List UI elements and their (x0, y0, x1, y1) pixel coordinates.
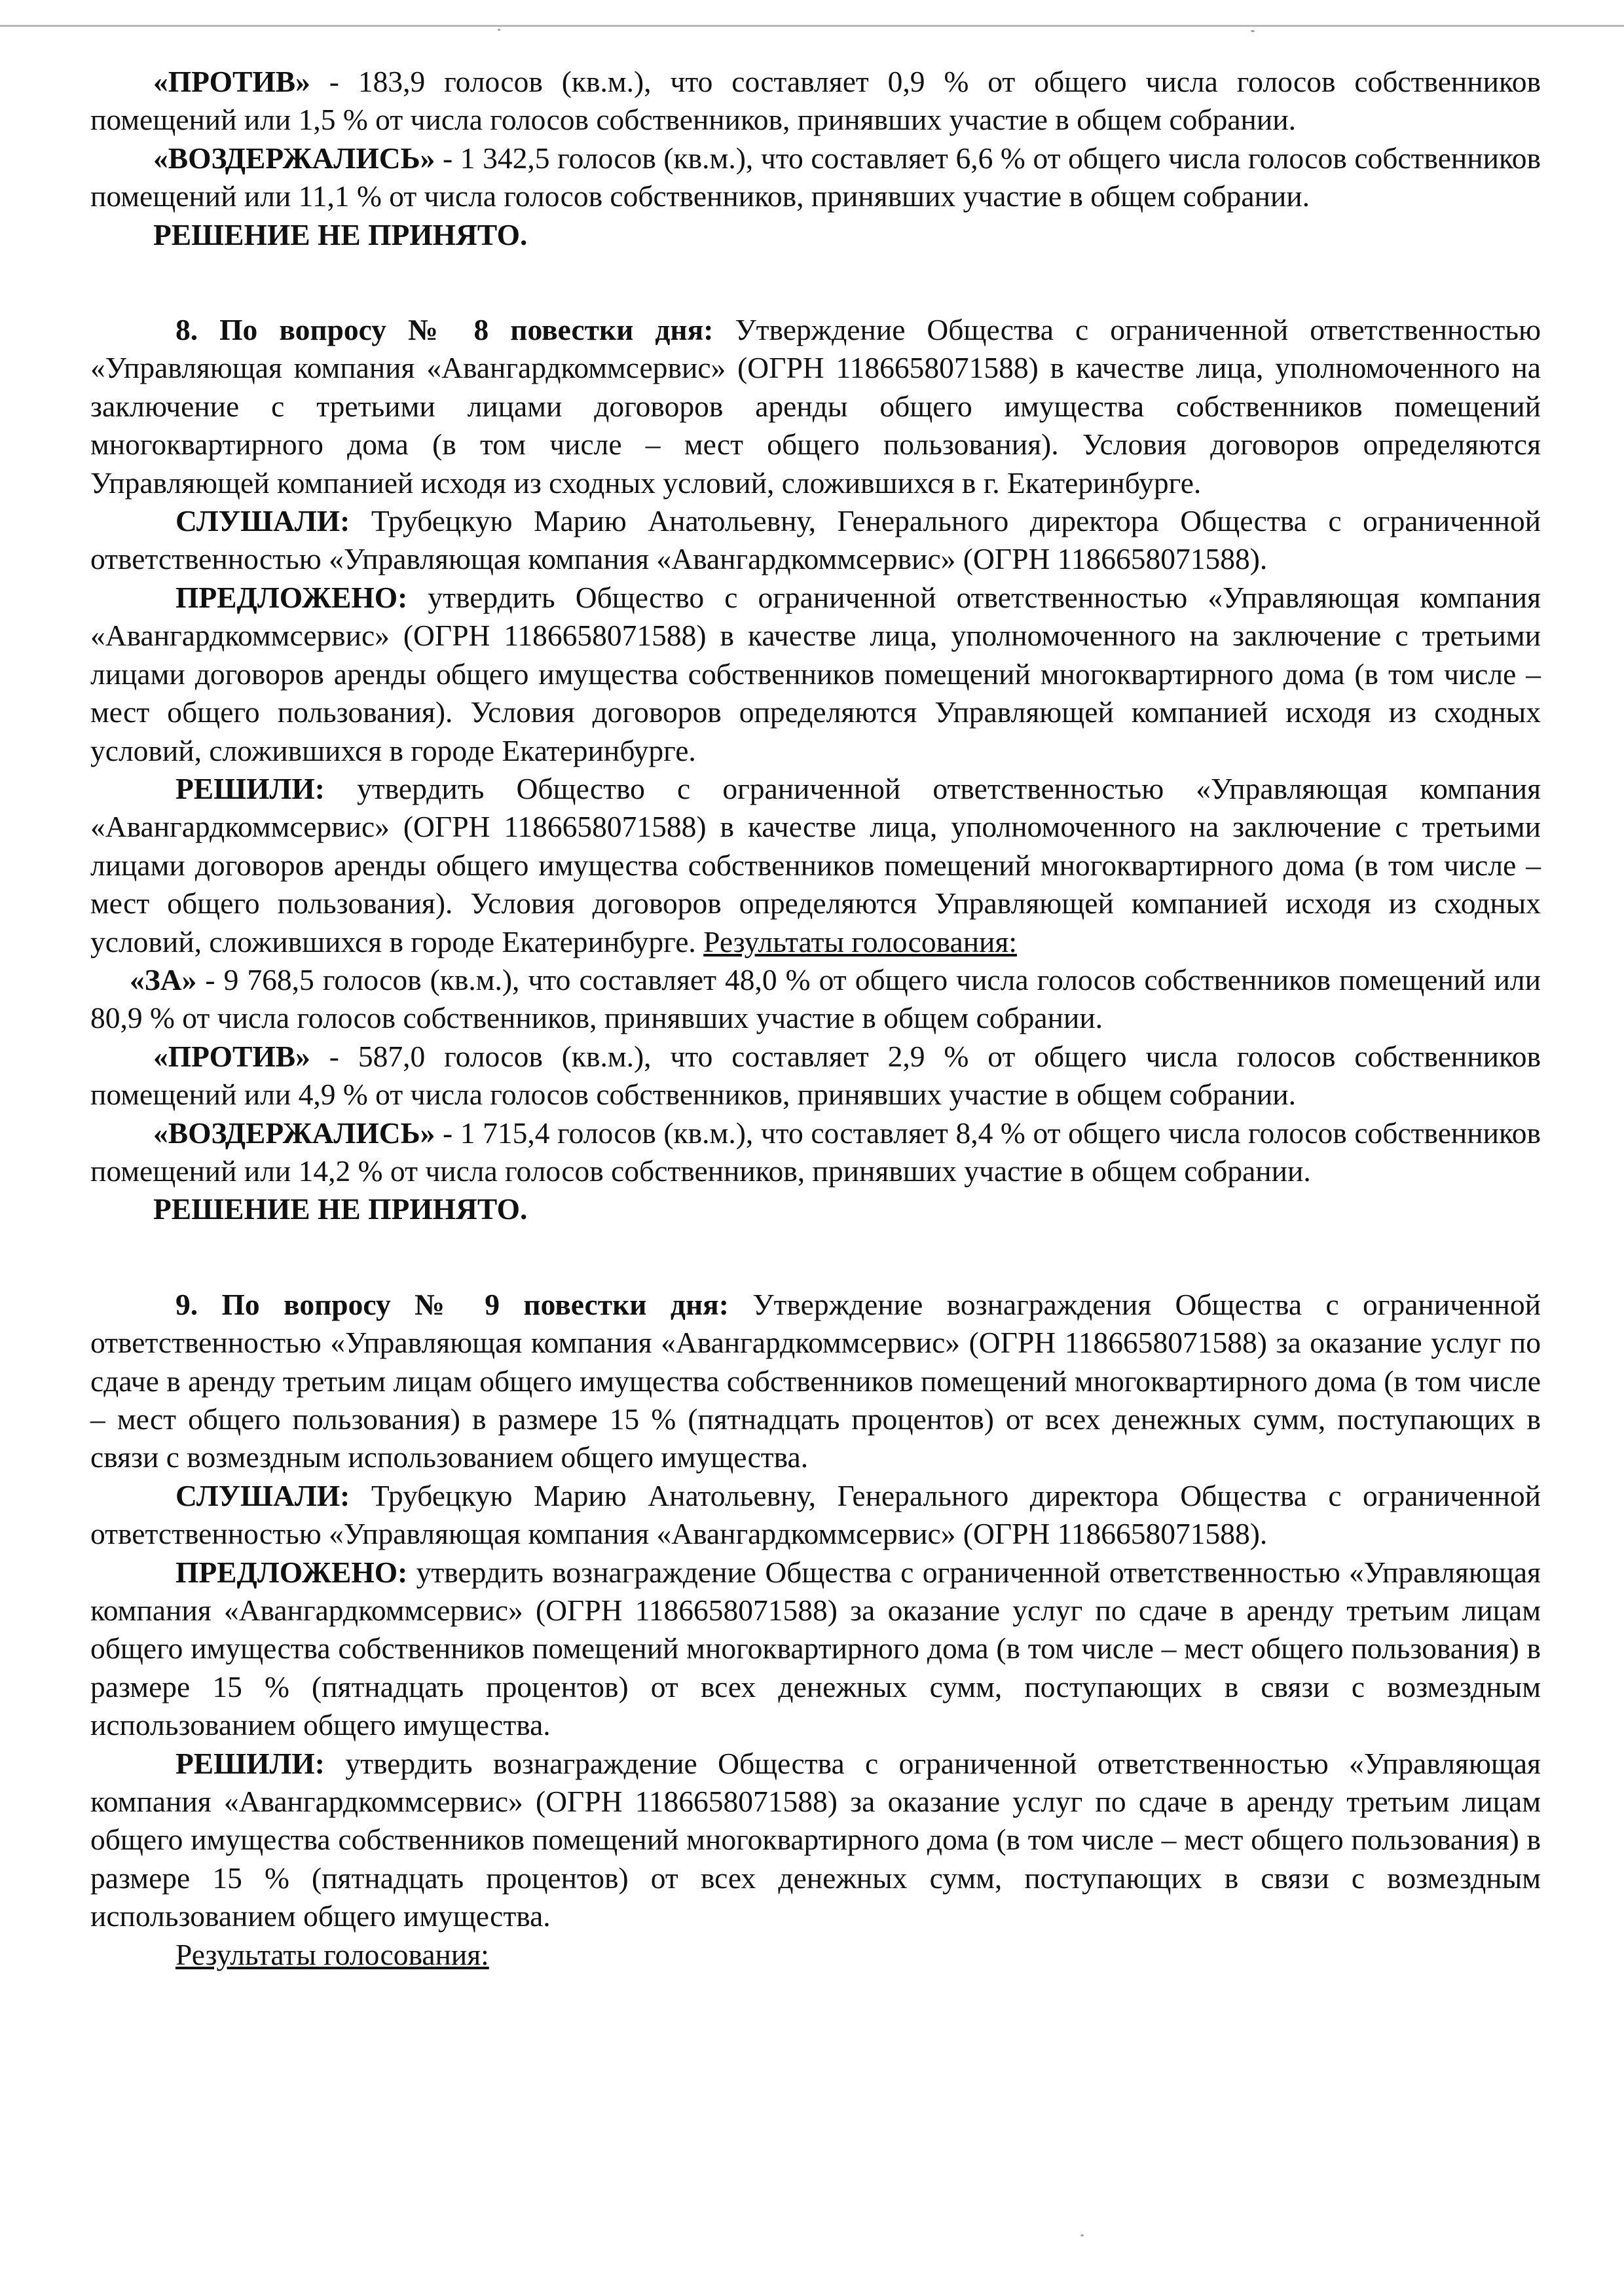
resolved-label: РЕШИЛИ: (175, 1746, 325, 1780)
decision-q7 (90, 216, 1541, 254)
scan-speck (1251, 30, 1255, 32)
vote-against-text: - 587,0 голосов (кв.м.), что составляет 2,9 % от общего числа голосов собственников помещений или 4,9 % от числа голосов собственников, принявших участие в общем собрании. (90, 1039, 1541, 1112)
results-label: Результаты голосования: (703, 924, 1017, 958)
scan-speck (1080, 2234, 1084, 2236)
question-8-text: Утверждение Общества с ограниченной ответственностью «Управляющая компания «Авангардкоммсервис» (ОГРН 1186658071588) в качестве лица, уполномоченного на заключение с третьими лицами договоров аренды общего имущества собственников помещений многоквартирного дома (в том числе – мест общего пользования). Условия договоров определяются Управляющей компанией исходя из сходных условий, сложившихся в г. Екатеринбурге. (90, 313, 1541, 500)
decision-text: РЕШЕНИЕ НЕ ПРИНЯТО. (153, 217, 528, 251)
proposed-label: ПРЕДЛОЖЕНО: (175, 1555, 408, 1589)
heard-q8 (90, 502, 1541, 579)
heard-label: СЛУШАЛИ: (175, 1478, 350, 1512)
question-9-heading (90, 1286, 1541, 1477)
heard-text: Трубецкую Марию Анатольевну, Генерального директора Общества с ограниченной ответственностью «Управляющая компания «Авангардкоммсервис» (ОГРН 1186658071588). (90, 504, 1541, 576)
heard-text: Трубецкую Марию Анатольевну, Генерального директора Общества с ограниченной ответственностью «Управляющая компания «Авангардкоммсервис» (ОГРН 1186658071588). (90, 1478, 1541, 1551)
proposed-text: утвердить Общество с ограниченной ответственностью «Управляющая компания «Авангардкоммсервис» (ОГРН 1186658071588) в качестве лица, уполномоченного на заключение с третьими лицами договоров аренды общего имущества собственников помещений многоквартирного дома (в том числе – мест общего пользования). Условия договоров определяются Управляющей компанией исходя из сходных условий, сложившихся в городе Екатеринбурге. (90, 580, 1541, 767)
vote-abstained-label: «ВОЗДЕРЖАЛИСЬ» (153, 141, 435, 175)
vote-against-q8 (90, 1038, 1541, 1114)
section-gap (90, 1229, 1541, 1286)
scan-edge-line (0, 25, 1624, 27)
proposed-q8 (90, 579, 1541, 770)
vote-abstained-text: - 1 342,5 голосов (кв.м.), что составляет 6,6 % от общего числа голосов собственников помещений или 11,1 % от числа голосов собственников, принявших участие в общем собрании. (90, 141, 1541, 213)
vote-abstained-q8 (90, 1114, 1541, 1191)
section-gap (90, 254, 1541, 311)
vote-against-label: «ПРОТИВ» (153, 65, 310, 98)
vote-against-label: «ПРОТИВ» (153, 1039, 310, 1073)
decision-text: РЕШЕНИЕ НЕ ПРИНЯТО. (153, 1192, 528, 1226)
document-page (90, 63, 1541, 1974)
vote-against-text: - 183,9 голосов (кв.м.), что составляет 0,9 % от общего числа голосов собственников помещений или 1,5 % от числа голосов собственников, принявших участие в общем собрании. (90, 65, 1541, 137)
vote-for-q8 (90, 961, 1541, 1038)
vote-for-text: - 9 768,5 голосов (кв.м.), что составляет 48,0 % от общего числа голосов собственников помещений или 80,9 % от числа голосов собственников, принявших участие в общем собрании. (90, 962, 1541, 1035)
heard-q9 (90, 1477, 1541, 1554)
question-9-title: 9. По вопросу № 9 повестки дня: (175, 1287, 729, 1321)
heard-label: СЛУШАЛИ: (175, 504, 350, 538)
question-8-title: 8. По вопросу № 8 повестки дня: (175, 313, 714, 347)
results-label: Результаты голосования: (175, 1937, 489, 1971)
decision-q8 (90, 1190, 1541, 1228)
vote-against-q7 (90, 63, 1541, 139)
resolved-q9 (90, 1745, 1541, 1936)
proposed-text: утвердить вознаграждение Общества с ограниченной ответственностью «Управляющая компания «Авангардкоммсервис» (ОГРН 1186658071588) за оказание услуг по сдаче в аренду третьим лицам общего имущества собственников помещений многоквартирного дома (в том числе – мест общего пользования) в размере 15 % (пятнадцать процентов) от всех денежных сумм, поступающих в связи с возмездным использованием общего имущества. (90, 1555, 1541, 1742)
question-8-heading (90, 311, 1541, 502)
resolved-q8 (90, 770, 1541, 961)
proposed-label: ПРЕДЛОЖЕНО: (175, 580, 408, 614)
vote-abstained-label: «ВОЗДЕРЖАЛИСЬ» (153, 1116, 435, 1150)
question-9-text: Утверждение вознаграждения Общества с ограниченной ответственностью «Управляющая компания «Авангардкоммсервис» (ОГРН 1186658071588) за оказание услуг по сдаче в аренду третьим лицам общего имущества собственников помещений многоквартирного дома (в том числе – мест общего пользования) в размере 15 % (пятнадцать процентов) от всех денежных сумм, поступающих в связи с возмездным использованием общего имущества. (90, 1287, 1541, 1474)
resolved-text: утвердить вознаграждение Общества с ограниченной ответственностью «Управляющая компания «Авангардкоммсервис» (ОГРН 1186658071588) за оказание услуг по сдаче в аренду третьим лицам общего имущества собственников помещений многоквартирного дома (в том числе – мест общего пользования) в размере 15 % (пятнадцать процентов) от всех денежных сумм, поступающих в связи с возмездным использованием общего имущества. (90, 1746, 1541, 1933)
resolved-text: утвердить Общество с ограниченной ответственностью «Управляющая компания «Авангардкоммсервис» (ОГРН 1186658071588) в качестве лица, уполномоченного на заключение с третьими лицами договоров аренды общего имущества собственников помещений многоквартирного дома (в том числе – мест общего пользования). Условия договоров определяются Управляющей компанией исходя из сходных условий, сложившихся в городе Екатеринбурге. (90, 771, 1541, 958)
scan-speck (498, 29, 500, 31)
vote-for-label: «ЗА» (130, 962, 197, 996)
vote-abstained-q7 (90, 139, 1541, 216)
vote-abstained-text: - 1 715,4 голосов (кв.м.), что составляет 8,4 % от общего числа голосов собственников помещений или 14,2 % от числа голосов собственников, принявших участие в общем собрании. (90, 1116, 1541, 1188)
resolved-label: РЕШИЛИ: (175, 771, 325, 805)
results-q9 (90, 1936, 1541, 1974)
proposed-q9 (90, 1554, 1541, 1745)
